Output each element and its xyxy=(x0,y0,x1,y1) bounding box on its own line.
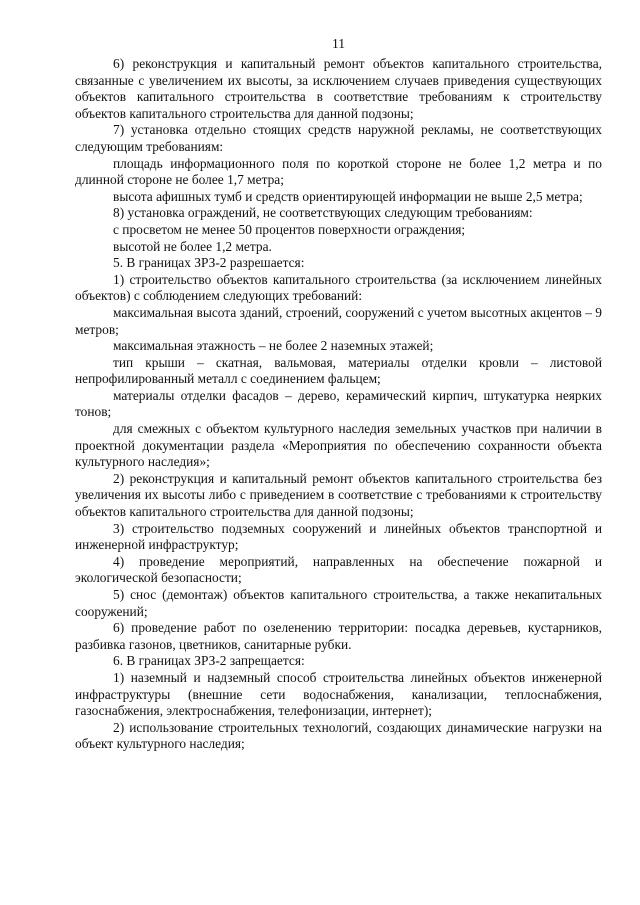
paragraph-item-6-reconstruction: 6) реконструкция и капитальный ремонт объектов капитального строительства, связанные с увеличением их высоты, за исключением случаев приведения существующих объектов капитального строительства в соответствие требованиям к строительству объектов капитального строительства для данной подзоны; xyxy=(75,56,602,121)
paragraph-roof-type: тип крыши – скатная, вальмовая, материалы отделки кровли – листовой непрофилированный металл с соединением фальцем; xyxy=(75,354,602,387)
paragraph-allowed-2-reconstruction: 2) реконструкция и капитальный ремонт объектов капитального строительства без увеличения их высоты либо с приведением в соответствие с требованиями к строительству объектов капитального строительства для данной подзоны; xyxy=(75,470,602,520)
paragraph-fence-height: высотой не более 1,2 метра. xyxy=(113,238,272,254)
paragraph-adjacent-plots: для смежных с объектом культурного наследия земельных участков при наличии в проектной документации раздела «Мероприятия по обеспечению сохранности объекта культурного наследия»; xyxy=(75,421,602,470)
paragraph-prohibited-1-networks: 1) наземный и надземный способ строительства линейных объектов инженерной инфраструктуры (внешние сети водоснабжения, канализации, теплоснабжения, газоснабжения, электроснабжения, телефонизации, интернет); xyxy=(75,669,602,719)
paragraph-prohibited-2-dynamic-loads: 2) использование строительных технологий, создающих динамические нагрузки на объект культурного наследия; xyxy=(75,719,602,752)
paragraph-allowed-6-landscaping: 6) проведение работ по озеленению территории: посадка деревьев, кустарников, разбивка газонов, цветников, санитарные рубки. xyxy=(75,620,602,652)
section-heading-6-prohibited: 6. В границах ЗРЗ-2 запрещается: xyxy=(113,653,305,669)
paragraph-allowed-1-construction: 1) строительство объектов капитального строительства (за исключением линейных объектов) с соблюдением следующих требований: xyxy=(75,271,602,304)
page-number: 11 xyxy=(331,36,346,51)
document-body xyxy=(75,56,602,753)
paragraph-allowed-3-underground: 3) строительство подземных сооружений и линейных объектов транспортной и инженерной инфраструктур; xyxy=(75,520,602,553)
paragraph-max-floors: максимальная этажность – не более 2 наземных этажей; xyxy=(113,338,434,354)
paragraph-allowed-4-safety: 4) проведение мероприятий, направленных на обеспечение пожарной и экологической безопасности; xyxy=(75,553,602,586)
paragraph-info-field-size: площадь информационного поля по короткой стороне не более 1,2 метра и по длинной стороне не более 1,7 метра; xyxy=(75,155,602,188)
paragraph-max-height: максимальная высота зданий, строений, сооружений с учетом высотных акцентов – 9 метров; xyxy=(75,304,602,337)
paragraph-allowed-5-demolition: 5) снос (демонтаж) объектов капитального строительства, а также некапитальных сооружений; xyxy=(75,587,602,619)
section-heading-5-allowed: 5. В границах ЗРЗ-2 разрешается: xyxy=(113,255,305,271)
paragraph-fence-gap: с просветом не менее 50 процентов поверхности ограждения; xyxy=(113,221,466,237)
paragraph-facade-materials: материалы отделки фасадов – дерево, керамический кирпич, штукатурка неярких тонов; xyxy=(75,387,602,420)
paragraph-item-8-fences: 8) установка ограждений, не соответствующих следующим требованиям: xyxy=(113,205,533,221)
paragraph-poster-height: высота афишных тумб и средств ориентирующей информации не выше 2,5 метра; xyxy=(113,188,583,204)
paragraph-item-7-advertising: 7) установка отдельно стоящих средств наружной рекламы, не соответствующих следующим требованиям: xyxy=(75,122,602,154)
